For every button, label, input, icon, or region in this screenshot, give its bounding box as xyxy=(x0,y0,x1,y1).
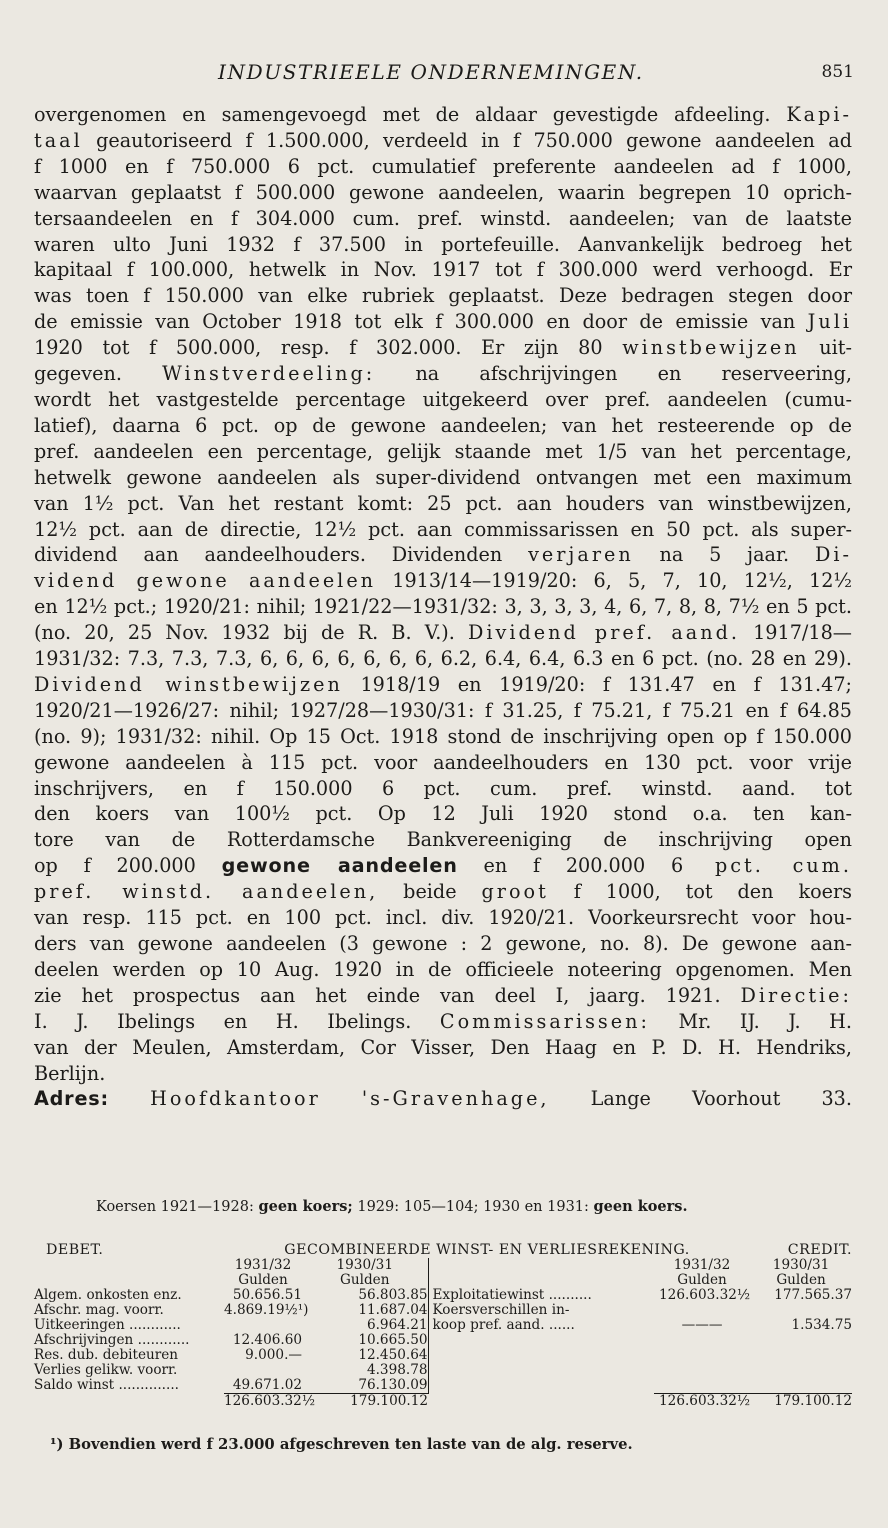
body-line: zie het prospectus aan het einde van deel I, jaarg. 1921. Directie: xyxy=(34,983,852,1007)
credit-label: CREDIT. xyxy=(787,1242,853,1258)
body-line: taal geautoriseerd f 1.500.000, verdeeld in f 750.000 gewone aandeelen ad xyxy=(34,128,852,152)
winstbewijzen-heading: winstbewijzen xyxy=(622,336,800,360)
body-line: Dividend winstbewijzen 1918/19 en 1919/20: f 131.47 en f 131.47; xyxy=(34,672,853,696)
body-line: de emissie van October 1918 tot elk f 300.000 en door de emissie van Juli xyxy=(34,310,852,334)
running-title: INDUSTRIEELE ONDERNEMINGEN. xyxy=(218,60,644,84)
body-line: 1931/32: 7.3, 7.3, 7.3, 6, 6, 6, 6, 6, 6, 6, 6.2, 6.4, 6.4, 6.3 en 6 pct. (no. 28 en 29). xyxy=(34,647,852,671)
commissarissen-heading: Commissarissen: xyxy=(439,1009,650,1033)
body-line: overgenomen en samengevoegd met de aldaar gevestigde afdeeling. Kapi- xyxy=(34,103,852,126)
body-line: en 12½ pct.; 1920/21: nihil; 1921/22—1931/32: 3, 3, 3, 3, 4, 6, 7, 8, 8, 7½ en 5 pct. xyxy=(34,595,852,619)
body-line: wordt het vastgestelde percentage uitgekeerd over pref. aandeelen (cumu- xyxy=(34,387,852,411)
adres-label: Adres: xyxy=(34,1087,109,1111)
body-line: (no. 20, 25 Nov. 1932 bij de R. B. V.). Dividend pref. aand. 1917/18— xyxy=(34,621,852,645)
dividend-pref-heading: Dividend pref. aand. xyxy=(468,621,740,645)
body-line: f 1000 en f 750.000 6 pct. cumulatief preferente aandeelen ad f 1000, xyxy=(34,154,852,178)
totals-row xyxy=(34,1394,852,1410)
gewone-aandeelen-emphasis: gewone aandeelen xyxy=(221,854,458,878)
footnote xyxy=(50,1436,633,1453)
body-line: kapitaal f 100.000, hetwelk in Nov. 1917 tot f 300.000 werd verhoogd. Er xyxy=(34,258,852,282)
body-line: van resp. 115 pct. en 100 pct. incl. div. 1920/21. Voorkeursrecht voor hou- xyxy=(34,906,852,930)
table-row: Saldo winst .............. 49.671.02 76.130.09 xyxy=(34,1378,852,1394)
body-line: I. J. Ibelings en H. Ibelings. Commissarissen: Mr. IJ. J. H. xyxy=(34,1009,852,1033)
debet-total-1930: 179.100.12 xyxy=(302,1394,428,1410)
table-row: Res. dub. debiteuren 9.000.— 12.450.64 xyxy=(34,1348,852,1363)
footnote-marker: ¹) xyxy=(50,1436,64,1453)
profit-loss-table xyxy=(34,1243,852,1409)
body-line: hetwelk gewone aandeelen als super-dividend ontvangen met een maximum xyxy=(34,465,852,489)
page-number: 851 xyxy=(821,62,854,82)
kapitaal-heading: Kapi- xyxy=(786,103,852,126)
page-header xyxy=(0,54,888,88)
dividend-gewone-heading: vidend gewone aandeelen xyxy=(34,569,377,593)
table-row: Afschrijvingen ............ 12.406.60 10.665.50 xyxy=(34,1333,852,1348)
credit-total-1931: 126.603.32½ xyxy=(654,1394,750,1410)
company-description xyxy=(34,102,852,1112)
body-line: was toen f 150.000 van elke rubriek geplaatst. Deze bedragen stegen door xyxy=(34,284,852,308)
body-line: inschrijvers, en f 150.000 6 pct. cum. pref. winstd. aand. tot xyxy=(34,776,852,800)
winstverdeeling-heading: Winstverdeeling: xyxy=(162,362,376,386)
body-line: den koers van 100½ pct. Op 12 Juli 1920 stond o.a. ten kan- xyxy=(34,802,852,826)
year-header-row: 1931/32 1930/31 1931/32 1930/31 xyxy=(234,1257,830,1273)
table-row: Algem. onkosten enz. 50.656.51 56.803.85 Exploitatiewinst .......... 126.603.32½ 177.565.37 xyxy=(34,1287,853,1303)
body-line: ders van gewone aandeelen (3 gewone : 2 gewone, no. 8). De gewone aan- xyxy=(34,932,852,955)
table-row: Uitkeeringen ............ 6.964.21 koop pref. aand. ...... ——— 1.534.75 xyxy=(34,1317,853,1333)
body-line: waarvan geplaatst f 500.000 gewone aandeelen, waarin begrepen 10 oprich- xyxy=(34,180,852,204)
table-title: GECOMBINEERDE WINST- EN VERLIESREKENING. xyxy=(284,1242,690,1258)
body-line: waren ulto Juni 1932 f 37.500 in portefeuille. Aanvankelijk bedroeg het xyxy=(34,232,852,256)
body-line: gewone aandeelen à 115 pct. voor aandeelhouders en 130 pct. voor vrije xyxy=(34,750,852,774)
body-line: Berlijn. xyxy=(34,1061,106,1085)
body-line: tore van de Rotterdamsche Bankvereeniging de inschrijving open xyxy=(34,828,852,852)
body-line: tersaandeelen en f 304.000 cum. pref. winstd. aandeelen; van de laatste xyxy=(34,206,852,230)
verjaren-heading: verjaren xyxy=(528,543,634,567)
body-line: van der Meulen, Amsterdam, Cor Visser, Den Haag en P. D. H. Hendriks, xyxy=(34,1035,852,1059)
unit-header-row: Gulden Gulden Gulden Gulden xyxy=(238,1272,826,1288)
footnote-text: Bovendien werd f 23.000 afgeschreven ten laste van de alg. reserve. xyxy=(68,1436,633,1453)
body-line: op f 200.000 gewone aandeelen en f 200.000 6 pct. cum. xyxy=(34,854,852,878)
koersen-line: Koersen 1921—1928: geen koers; 1929: 105—104; 1930 en 1931: geen koers. xyxy=(96,1198,688,1215)
body-line: vidend gewone aandeelen 1913/14—1919/20: 6, 5, 7, 10, 12½, 12½ xyxy=(34,569,853,593)
body-line: van 1½ pct. Van het restant komt: 25 pct. aan houders van winstbewijzen, xyxy=(34,491,852,515)
body-line: (no. 9); 1931/32: nihil. Op 15 Oct. 1918 stond de inschrijving open op f 150.000 xyxy=(34,724,852,748)
body-line: dividend aan aandeelhouders. Dividenden verjaren na 5 jaar. Di- xyxy=(34,543,852,567)
address-line: Adres: Hoofdkantoor 's-Gravenhage, Lange Voorhout 33. xyxy=(34,1087,852,1111)
credit-total-1930: 179.100.12 xyxy=(750,1394,852,1410)
body-line: pref. winstd. aandeelen, beide groot f 1000, tot den koers xyxy=(34,880,852,904)
body-line: 1920 tot f 500.000, resp. f 302.000. Er zijn 80 winstbewijzen uit- xyxy=(34,336,852,360)
dividend-winstbewijzen-heading: Dividend winstbewijzen xyxy=(34,672,343,696)
body-line: pref. aandeelen een percentage, gelijk staande met 1/5 van het percentage, xyxy=(34,439,852,463)
table-row: Afschr. mag. voorr. 4.869.19½¹) 11.687.04 Koersverschillen in- xyxy=(34,1303,852,1318)
table-row: Verlies gelikw. voorr. 4.398.78 xyxy=(34,1363,852,1378)
debet-total-1931: 126.603.32½ xyxy=(224,1393,316,1409)
body-line: 12½ pct. aan de directie, 12½ pct. aan commissarissen en 50 pct. als super- xyxy=(34,517,852,541)
body-line: deelen werden op 10 Aug. 1920 in de officieele noteering opgenomen. Men xyxy=(34,957,852,981)
body-line: gegeven. Winstverdeeling: na afschrijvingen en reserveering, xyxy=(34,362,852,386)
directie-heading: Directie: xyxy=(740,983,852,1007)
debet-label: DEBET. xyxy=(46,1242,104,1258)
body-line: latief), daarna 6 pct. op de gewone aandeelen; van het resteerende op de xyxy=(34,413,852,437)
body-line: 1920/21—1926/27: nihil; 1927/28—1930/31: f 31.25, f 75.21, f 75.21 en f 64.85 xyxy=(34,698,852,722)
